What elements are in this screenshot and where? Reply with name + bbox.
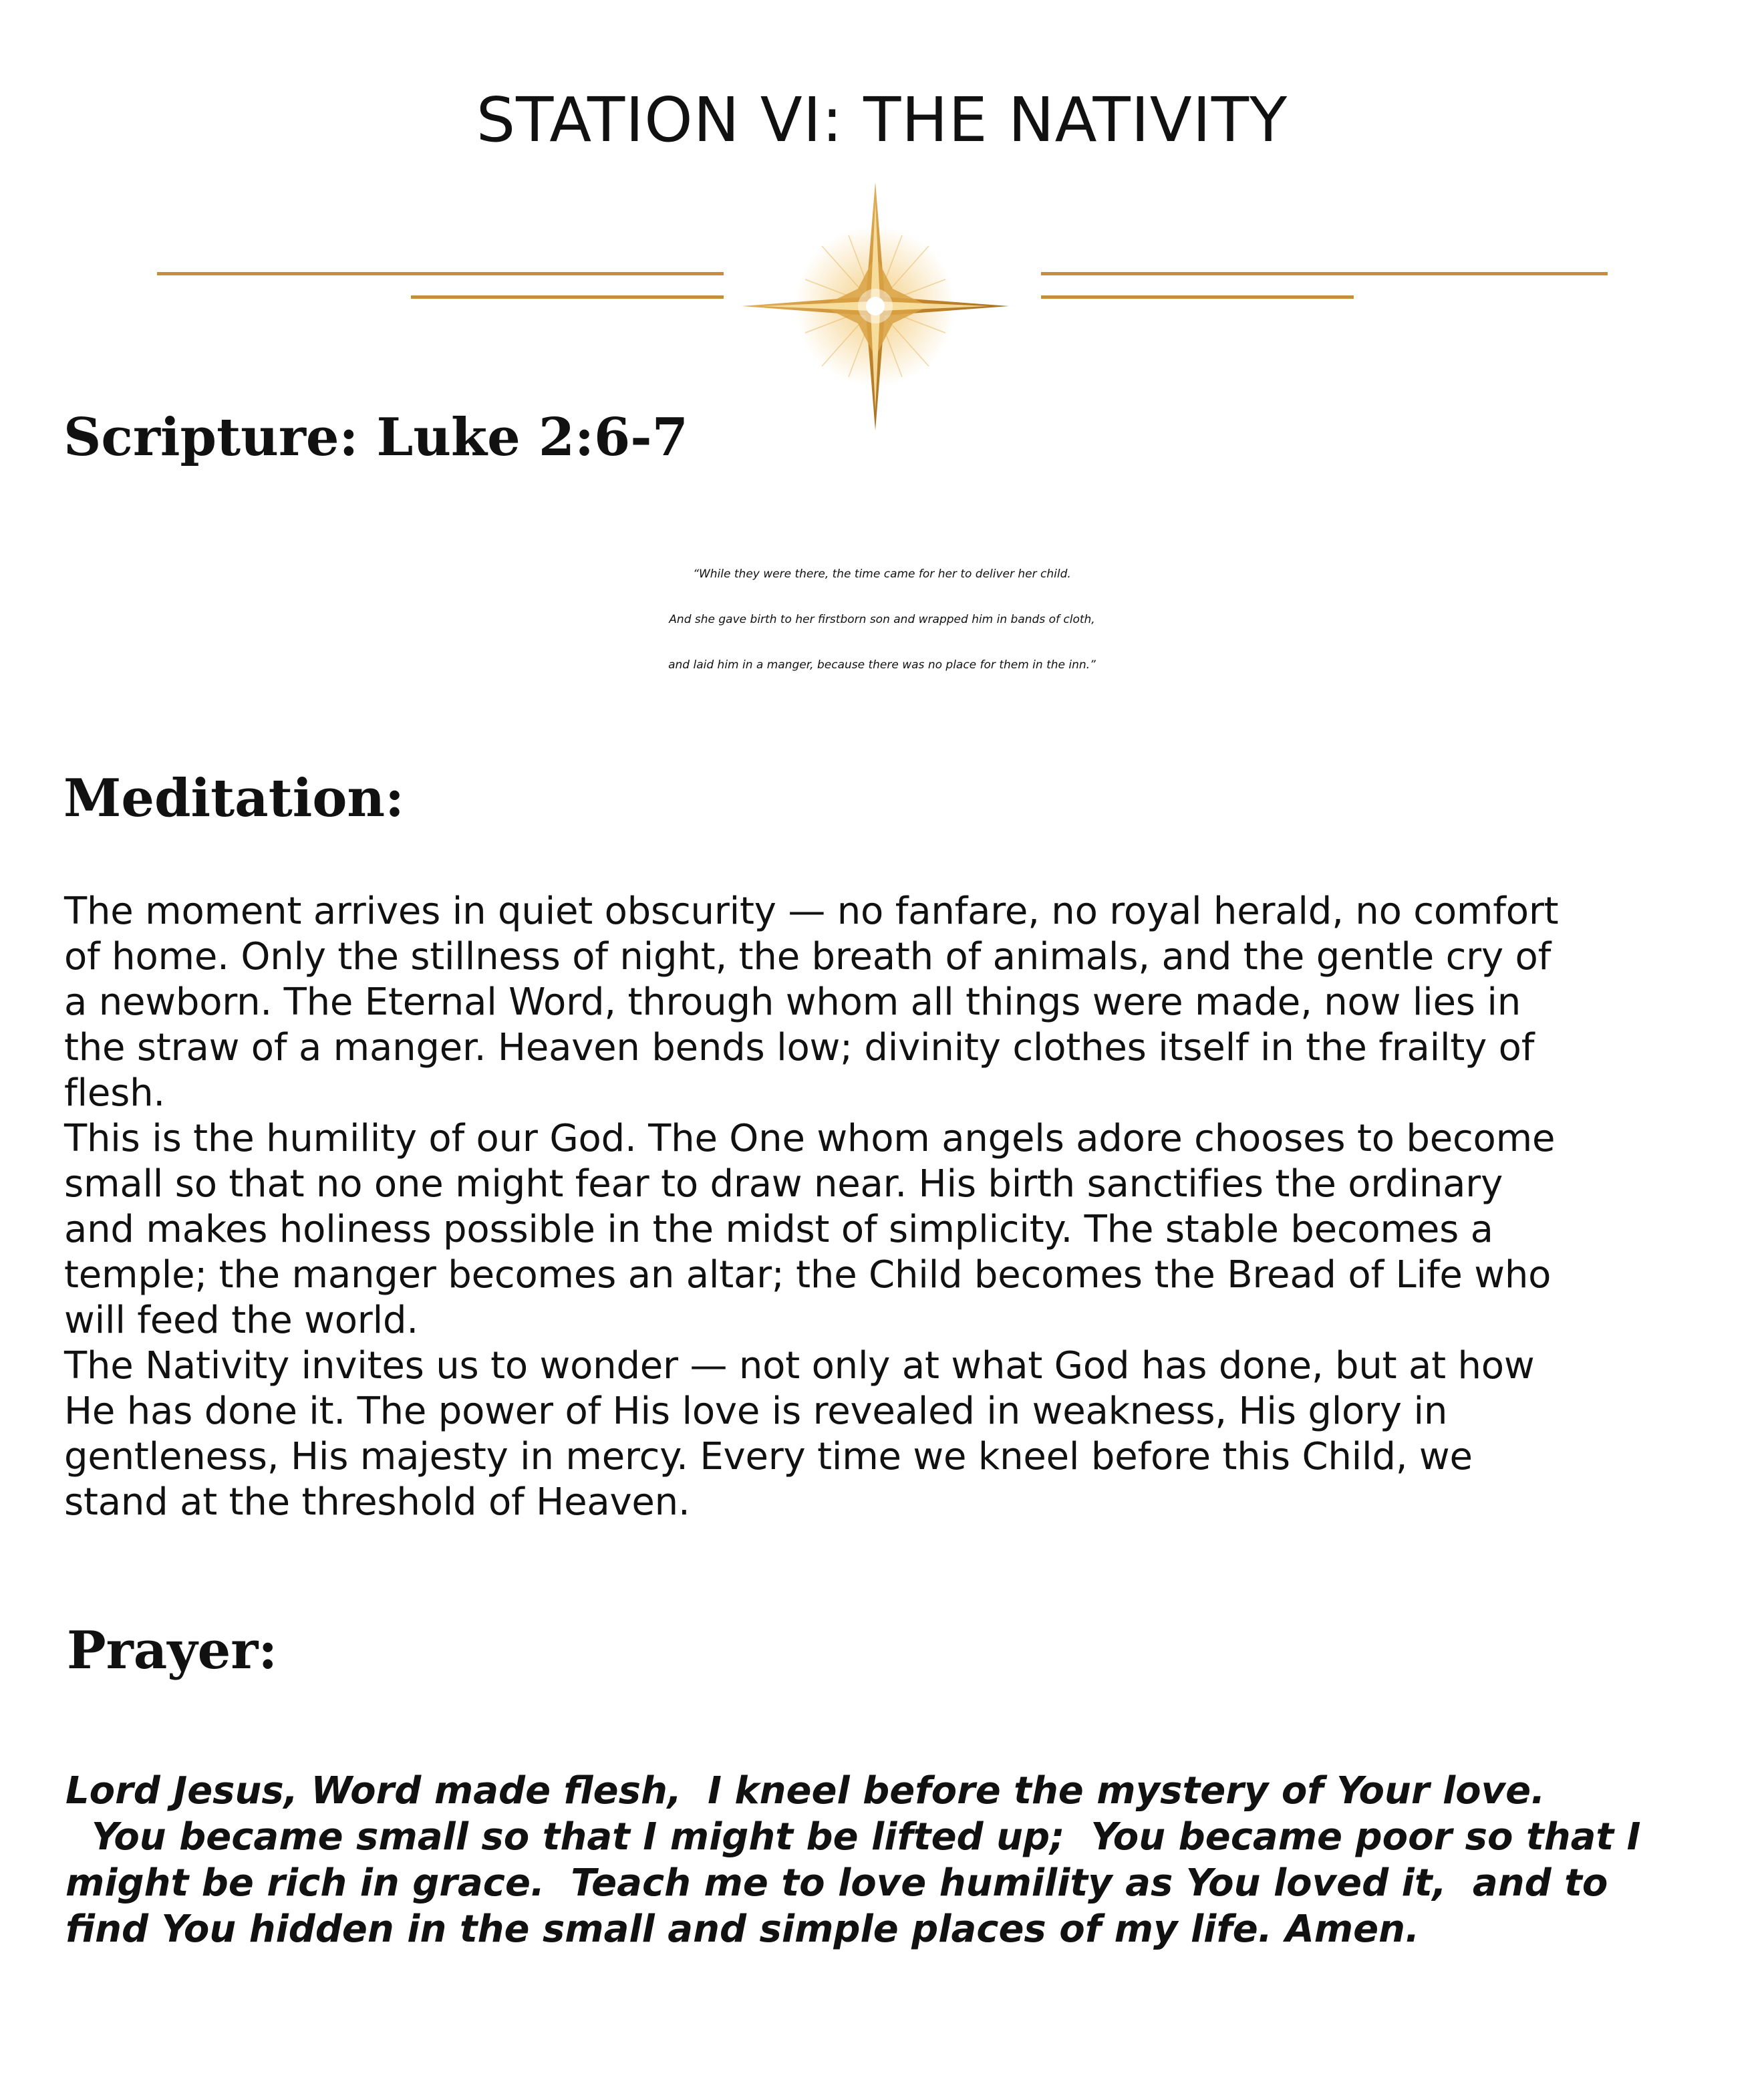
divider-line-left-long [157, 272, 724, 275]
divider-line-right-short [1041, 295, 1354, 299]
scripture-line: “While they were there, the time came for her to deliver her child. [693, 567, 1071, 581]
meditation-line: temple; the manger becomes an altar; the Child becomes the Bread of Life who [64, 1253, 1552, 1297]
meditation-line: The moment arrives in quiet obscurity — no fanfare, no royal herald, no comfort [64, 890, 1559, 933]
meditation-line: a newborn. The Eternal Word, through whom all things were made, now lies in [64, 980, 1521, 1024]
prayer-line: find You hidden in the small and simple places of my life. Amen. [65, 1908, 1420, 1951]
meditation-line: gentleness, His majesty in mercy. Every time we kneel before this Child, we [64, 1435, 1473, 1478]
meditation-line: small so that no one might fear to draw near. His birth sanctifies the ordinary [64, 1162, 1503, 1206]
meditation-line: This is the humility of our God. The One whom angels adore chooses to become [64, 1117, 1556, 1160]
meditation-line: stand at the threshold of Heaven. [64, 1480, 690, 1524]
star-icon [742, 182, 1009, 430]
meditation-line: flesh. [64, 1071, 165, 1115]
meditation-line: and makes holiness possible in the midst of simplicity. The stable becomes a [64, 1208, 1493, 1251]
meditation-line: The Nativity invites us to wonder — not only at what God has done, but at how [64, 1344, 1535, 1388]
prayer-heading: Prayer: [67, 1620, 278, 1681]
meditation-line: will feed the world. [64, 1299, 418, 1342]
meditation-line: of home. Only the stillness of night, the breath of animals, and the gentle cry of [64, 935, 1552, 978]
scripture-heading: Scripture: Luke 2:6-7 [63, 407, 688, 468]
divider-line-left-short [411, 295, 724, 299]
meditation-heading: Meditation: [63, 768, 404, 829]
prayer-text [65, 1768, 1641, 1952]
page-title: STATION VI: THE NATIVITY [476, 84, 1288, 156]
meditation-line: the straw of a manger. Heaven bends low; divinity clothes itself in the frailty of [64, 1026, 1535, 1069]
prayer-line: might be rich in grace. Teach me to love humility as You loved it, and to [65, 1861, 1608, 1905]
scripture-quote [0, 551, 1764, 688]
divider-line-right-long [1041, 272, 1608, 275]
prayer-line: You became small so that I might be lifted up; You became poor so that I [65, 1815, 1641, 1859]
scripture-line: And she gave birth to her firstborn son and wrapped him in bands of cloth, [669, 613, 1095, 626]
meditation-line: He has done it. The power of His love is revealed in weakness, His glory in [64, 1390, 1448, 1433]
meditation-text [64, 889, 1558, 1525]
prayer-line: Lord Jesus, Word made flesh, I kneel before the mystery of Your love. [65, 1769, 1546, 1813]
scripture-line: and laid him in a manger, because there was no place for them in the inn.” [668, 658, 1096, 672]
